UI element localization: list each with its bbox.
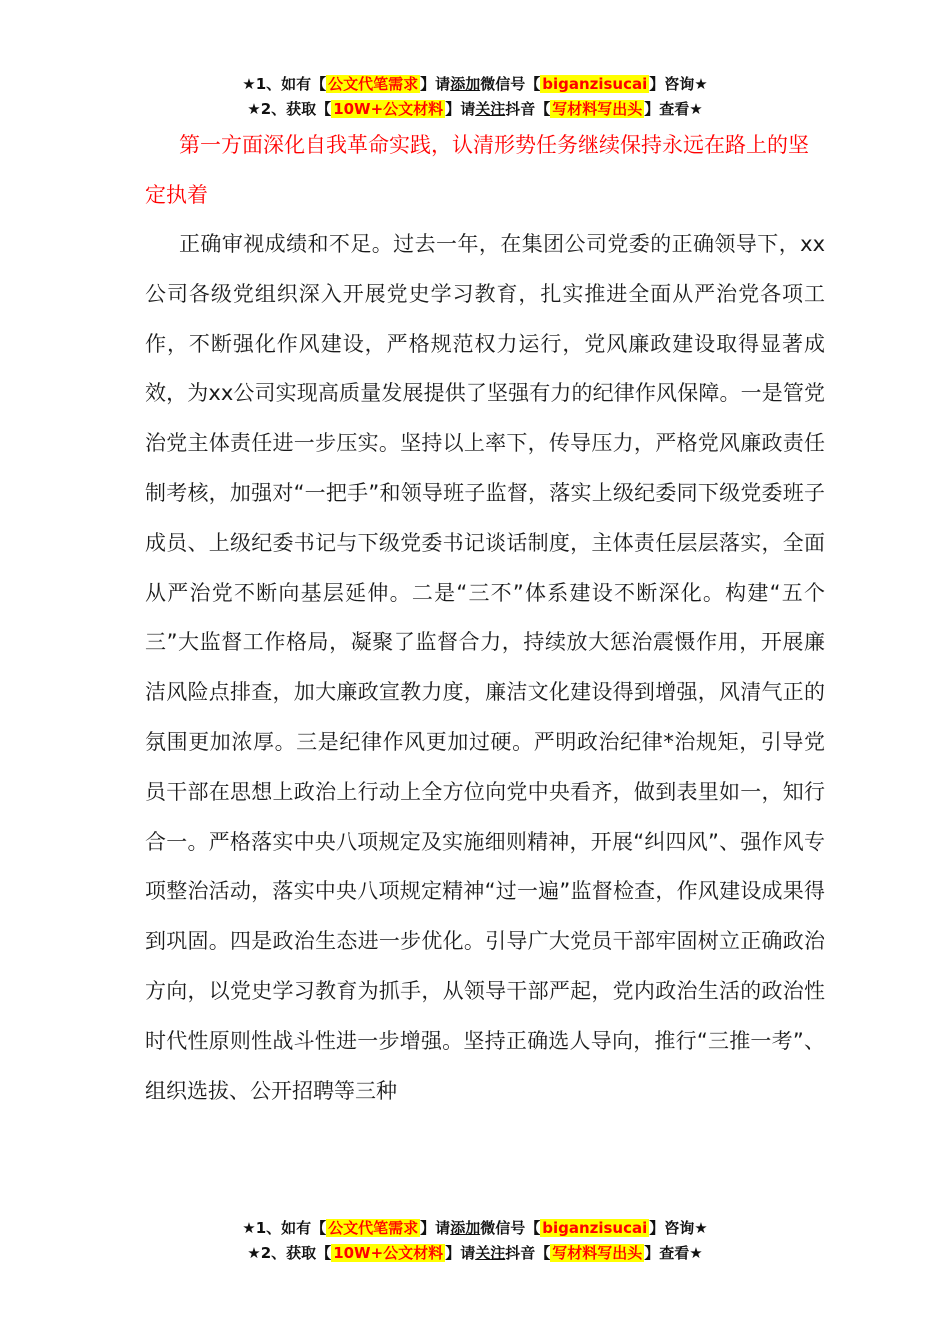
banner-text: 】咨询★ — [649, 1219, 708, 1237]
banner-highlight: 公文代笔需求 — [328, 75, 419, 93]
banner-text: 】查看★ — [644, 1244, 703, 1262]
banner-text: 抖音【 — [505, 1244, 551, 1262]
banner-text: 】查看★ — [644, 100, 703, 118]
footer-banner — [0, 1216, 950, 1266]
banner-underlined-text: 添加 — [450, 1219, 481, 1237]
banner-text: ★2、获取【 — [247, 100, 332, 118]
banner-text: ★2、获取【 — [247, 1244, 332, 1262]
banner-line-1 — [0, 72, 950, 97]
banner-text: ★1、如有【 — [242, 75, 327, 93]
header-banner — [0, 72, 950, 122]
banner-text: 微信号【 — [480, 75, 541, 93]
banner-text: 微信号【 — [480, 1219, 541, 1237]
banner-text: 】请 — [420, 75, 451, 93]
banner-line-2 — [0, 1241, 950, 1266]
banner-line-1 — [0, 1216, 950, 1241]
banner-text: 】请 — [445, 1244, 476, 1262]
banner-highlight: 写材料写出头 — [552, 100, 643, 118]
section-heading: 第一方面深化自我革命实践，认清形势任务继续保持永远在路上的坚定执着 — [145, 133, 809, 207]
banner-highlight: 公文代笔需求 — [328, 1219, 419, 1237]
banner-underlined-text: 关注 — [475, 1244, 506, 1262]
banner-line-2 — [0, 97, 950, 122]
banner-highlight: 10W+公文材料 — [333, 100, 444, 118]
banner-text: 】请 — [445, 100, 476, 118]
banner-highlight: 写材料写出头 — [552, 1244, 643, 1262]
banner-text: 】请 — [420, 1219, 451, 1237]
banner-highlight: biganzisucai — [542, 75, 648, 93]
banner-highlight: biganzisucai — [542, 1219, 648, 1237]
body-paragraph: 正确审视成绩和不足。过去一年，在集团公司党委的正确领导下，xx公司各级党组织深入开展党史学习教育，扎实推进全面从严治党各项工作，不断强化作风建设，严格规范权力运行，党风廉政建设取得显著成效，为xx公司实现高质量发展提供了坚强有力的纪律作风保障。一是管党治党主体责任进一步压实。坚持以上率下，传导压力，严格党风廉政责任制考核，加强对“一把手”和领导班子监督，落实上级纪委同下级党委班子成员、上级纪委书记与下级党委书记谈话制度，主体责任层层落实，全面从严治党不断向基层延伸。二是“三不”体系建设不断深化。构建“五个三”大监督工作格局，凝聚了监督合力，持续放大惩治震慑作用，开展廉洁风险点排查，加大廉政宣教力度，廉洁文化建设得到增强，风清气正的氛围更加浓厚。三是纪律作风更加过硬。严明政治纪律*治规矩，引导党员干部在思想上政治上行动上全方位向党中央看齐，做到表里如一，知行合一。严格落实中央八项规定及实施细则精神，开展“纠四风”、强作风专项整治活动，落实中央八项规定精神“过一遍”监督检查，作风建设成果得到巩固。四是政治生态进一步优化。引导广大党员干部牢固树立正确政治方向，以党史学习教育为抓手，从领导干部严起，党内政治生活的政治性时代性原则性战斗性进一步增强。坚持正确选人导向，推行“三推一考”、组织选拔、公开招聘等三种 — [145, 232, 825, 1103]
banner-highlight: 10W+公文材料 — [333, 1244, 444, 1262]
banner-text: 抖音【 — [505, 100, 551, 118]
banner-underlined-text: 关注 — [475, 100, 506, 118]
banner-text: 】咨询★ — [649, 75, 708, 93]
banner-underlined-text: 添加 — [450, 75, 481, 93]
banner-text: ★1、如有【 — [242, 1219, 327, 1237]
